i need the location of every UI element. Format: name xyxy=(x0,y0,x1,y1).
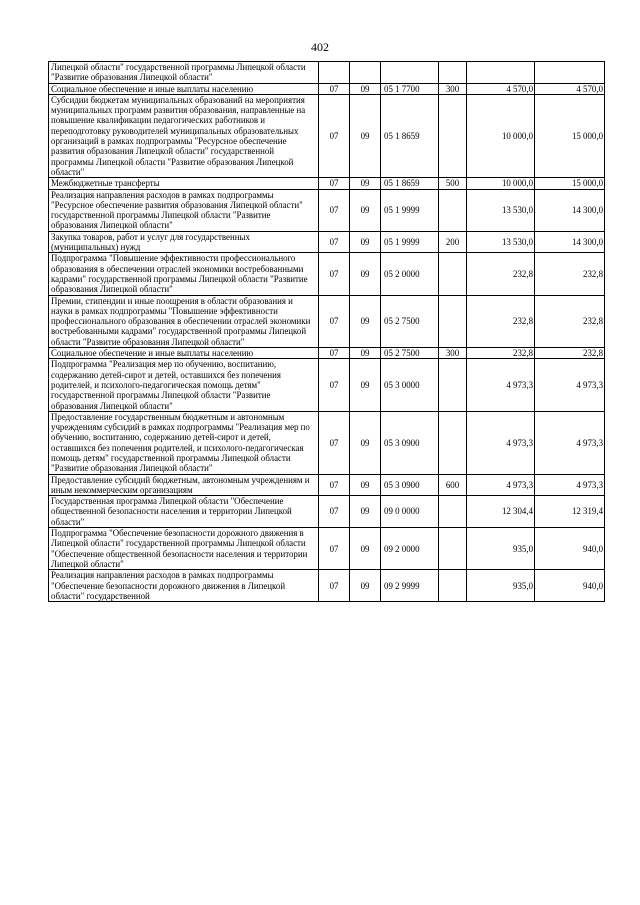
amount-year2-cell xyxy=(535,62,605,84)
expense-name-cell: Реализация направления расходов в рамках подпрограммы "Обеспечение безопасности дорожного движения в Липецкой области" государственной xyxy=(49,570,319,602)
target-article-cell: 05 3 0900 xyxy=(381,474,439,496)
amount-year1-cell: 4 570,0 xyxy=(467,83,535,94)
amount-year1-cell: 13 530,0 xyxy=(467,189,535,231)
amount-year1-cell: 232,8 xyxy=(467,295,535,347)
expense-type-cell xyxy=(439,411,467,474)
table-row xyxy=(49,295,605,347)
target-article-cell: 05 1 9999 xyxy=(381,231,439,253)
amount-year2-cell: 12 319,4 xyxy=(535,496,605,528)
expense-name-cell: Подпрограмма "Обеспечение безопасности дорожного движения в Липецкой области" государственной программы Липецкой области "Обеспечение общественной безопасности населения и территории Липецкой области" xyxy=(49,528,319,570)
amount-year1-cell xyxy=(467,62,535,84)
expense-name-cell: Предоставление субсидий бюджетным, автономным учреждениям и иным некоммерческим организациям xyxy=(49,474,319,496)
target-article-cell: 05 2 0000 xyxy=(381,253,439,295)
subsection-code-cell: 09 xyxy=(350,411,381,474)
amount-year2-cell: 940,0 xyxy=(535,528,605,570)
section-code-cell: 07 xyxy=(319,83,350,94)
expense-name-cell: Закупка товаров, работ и услуг для государственных (муниципальных) нужд xyxy=(49,231,319,253)
section-code-cell: 07 xyxy=(319,528,350,570)
table-row xyxy=(49,189,605,231)
subsection-code-cell: 09 xyxy=(350,189,381,231)
budget-table xyxy=(48,61,605,602)
expense-name-cell: Государственная программа Липецкой области "Обеспечение общественной безопасности населения и территории Липецкой области" xyxy=(49,496,319,528)
target-article-cell: 05 1 8659 xyxy=(381,178,439,189)
expense-type-cell xyxy=(439,528,467,570)
amount-year2-cell: 4 570,0 xyxy=(535,83,605,94)
expense-type-cell xyxy=(439,94,467,177)
expense-name-cell: Предоставление государственным бюджетным и автономным учреждениям субсидий в рамках подпрограммы "Реализация мер по обучению, воспитанию, содержанию детей-сирот и детей, оставшихся без попечения родителей, и психолого-педагогическая помощь детям" государственной программы Липецкой области "Развитие образования Липецкой области" xyxy=(49,411,319,474)
expense-type-cell: 300 xyxy=(439,348,467,359)
target-article-cell: 05 1 7700 xyxy=(381,83,439,94)
table-row xyxy=(49,348,605,359)
section-code-cell: 07 xyxy=(319,496,350,528)
section-code-cell: 07 xyxy=(319,231,350,253)
amount-year1-cell: 232,8 xyxy=(467,348,535,359)
section-code-cell: 07 xyxy=(319,359,350,411)
target-article-cell: 09 0 0000 xyxy=(381,496,439,528)
expense-name-cell: Подпрограмма "Реализация мер по обучению, воспитанию, содержанию детей-сирот и детей, оставшихся без попечения родителей, и психолого-педагогическая помощь детям" государственной программы Липецкой области "Развитие образования Липецкой области" xyxy=(49,359,319,411)
section-code-cell: 07 xyxy=(319,94,350,177)
amount-year2-cell: 940,0 xyxy=(535,570,605,602)
amount-year2-cell: 14 300,0 xyxy=(535,231,605,253)
subsection-code-cell: 09 xyxy=(350,295,381,347)
table-row xyxy=(49,62,605,84)
table-row xyxy=(49,359,605,411)
table-row xyxy=(49,528,605,570)
table-row xyxy=(49,94,605,177)
expense-type-cell xyxy=(439,359,467,411)
table-row xyxy=(49,231,605,253)
subsection-code-cell: 09 xyxy=(350,528,381,570)
amount-year1-cell: 10 000,0 xyxy=(467,178,535,189)
target-article-cell: 05 1 8659 xyxy=(381,94,439,177)
expense-type-cell xyxy=(439,253,467,295)
table-row xyxy=(49,253,605,295)
expense-type-cell xyxy=(439,295,467,347)
table-row xyxy=(49,570,605,602)
amount-year2-cell: 4 973,3 xyxy=(535,474,605,496)
amount-year1-cell: 4 973,3 xyxy=(467,359,535,411)
section-code-cell: 07 xyxy=(319,295,350,347)
section-code-cell: 07 xyxy=(319,253,350,295)
target-article-cell: 05 2 7500 xyxy=(381,348,439,359)
amount-year1-cell: 935,0 xyxy=(467,528,535,570)
table-row xyxy=(49,496,605,528)
target-article-cell: 09 2 0000 xyxy=(381,528,439,570)
amount-year1-cell: 935,0 xyxy=(467,570,535,602)
amount-year2-cell: 15 000,0 xyxy=(535,178,605,189)
target-article-cell: 05 3 0000 xyxy=(381,359,439,411)
section-code-cell: 07 xyxy=(319,178,350,189)
target-article-cell: 05 3 0900 xyxy=(381,411,439,474)
expense-name-cell: Социальное обеспечение и иные выплаты населению xyxy=(49,348,319,359)
target-article-cell xyxy=(381,62,439,84)
amount-year1-cell: 4 973,3 xyxy=(467,411,535,474)
expense-name-cell: Субсидии бюджетам муниципальных образований на мероприятия муниципальных программ развития образования, направленные на повышение квалификации педагогических работников и переподготовку руководителей муниципальных образовательных организаций в рамках подпрограммы "Ресурсное обеспечение развития образования Липецкой области" государственной программы Липецкой области "Развитие образования Липецкой области" xyxy=(49,94,319,177)
amount-year1-cell: 232,8 xyxy=(467,253,535,295)
expense-type-cell: 500 xyxy=(439,178,467,189)
subsection-code-cell: 09 xyxy=(350,359,381,411)
amount-year1-cell: 4 973,3 xyxy=(467,474,535,496)
expense-name-cell: Подпрограмма "Повышение эффективности профессионального образования в обеспечении отраслей экономики востребованными кадрами" государственной программы Липецкой области "Развитие образования Липецкой области" xyxy=(49,253,319,295)
amount-year2-cell: 232,8 xyxy=(535,253,605,295)
amount-year2-cell: 232,8 xyxy=(535,295,605,347)
amount-year2-cell: 14 300,0 xyxy=(535,189,605,231)
subsection-code-cell: 09 xyxy=(350,83,381,94)
section-code-cell: 07 xyxy=(319,189,350,231)
amount-year2-cell: 232,8 xyxy=(535,348,605,359)
target-article-cell: 09 2 9999 xyxy=(381,570,439,602)
subsection-code-cell: 09 xyxy=(350,496,381,528)
table-row xyxy=(49,411,605,474)
amount-year2-cell: 4 973,3 xyxy=(535,411,605,474)
table-row xyxy=(49,83,605,94)
expense-name-cell: Липецкой области" государственной программы Липецкой области "Развитие образования Липецкой области" xyxy=(49,62,319,84)
subsection-code-cell: 09 xyxy=(350,231,381,253)
page-number: 402 xyxy=(311,40,329,54)
subsection-code-cell: 09 xyxy=(350,570,381,602)
subsection-code-cell: 09 xyxy=(350,348,381,359)
table-body xyxy=(49,62,605,602)
amount-year1-cell: 10 000,0 xyxy=(467,94,535,177)
expense-type-cell: 600 xyxy=(439,474,467,496)
subsection-code-cell xyxy=(350,62,381,84)
section-code-cell: 07 xyxy=(319,348,350,359)
section-code-cell xyxy=(319,62,350,84)
expense-type-cell xyxy=(439,570,467,602)
expense-name-cell: Премии, стипендии и иные поощрения в области образования и науки в рамках подпрограммы "Повышение эффективности профессионального образования в обеспечении отраслей экономики востребованными кадрами" государственной программы Липецкой области "Развитие образования Липецкой области" xyxy=(49,295,319,347)
expense-name-cell: Социальное обеспечение и иные выплаты населению xyxy=(49,83,319,94)
target-article-cell: 05 1 9999 xyxy=(381,189,439,231)
amount-year2-cell: 15 000,0 xyxy=(535,94,605,177)
expense-type-cell: 200 xyxy=(439,231,467,253)
expense-type-cell: 300 xyxy=(439,83,467,94)
subsection-code-cell: 09 xyxy=(350,253,381,295)
target-article-cell: 05 2 7500 xyxy=(381,295,439,347)
amount-year1-cell: 13 530,0 xyxy=(467,231,535,253)
table-row xyxy=(49,178,605,189)
subsection-code-cell: 09 xyxy=(350,474,381,496)
subsection-code-cell: 09 xyxy=(350,178,381,189)
section-code-cell: 07 xyxy=(319,411,350,474)
amount-year1-cell: 12 304,4 xyxy=(467,496,535,528)
section-code-cell: 07 xyxy=(319,570,350,602)
table-row xyxy=(49,474,605,496)
expense-type-cell xyxy=(439,189,467,231)
expense-name-cell: Межбюджетные трансферты xyxy=(49,178,319,189)
expense-name-cell: Реализация направления расходов в рамках подпрограммы "Ресурсное обеспечение развития образования Липецкой области" государственной программы Липецкой области "Развитие образования Липецкой области" xyxy=(49,189,319,231)
expense-type-cell xyxy=(439,62,467,84)
subsection-code-cell: 09 xyxy=(350,94,381,177)
section-code-cell: 07 xyxy=(319,474,350,496)
expense-type-cell xyxy=(439,496,467,528)
amount-year2-cell: 4 973,3 xyxy=(535,359,605,411)
